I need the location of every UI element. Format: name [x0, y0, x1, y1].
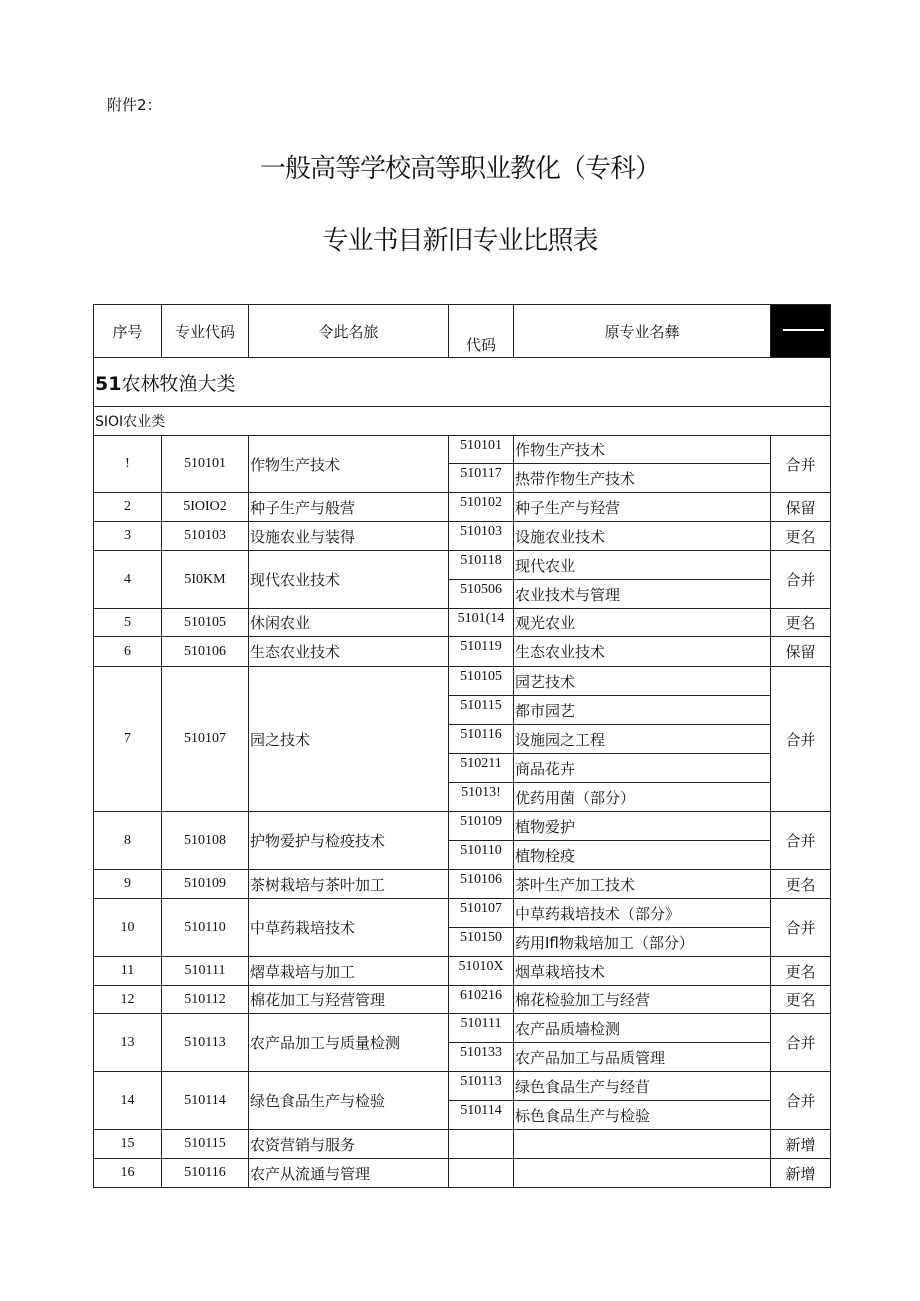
- row-seq: 14: [94, 1072, 162, 1130]
- row-new-name: 茶树栽培与茶叶加工: [249, 870, 449, 899]
- row-old-name: 现代农业: [514, 551, 771, 580]
- row-old-code: 510105: [449, 667, 514, 696]
- document-subtitle: 专业书目新旧专业比照表: [322, 226, 598, 256]
- row-new-code: 510108: [162, 812, 249, 870]
- row-seq: !: [94, 436, 162, 493]
- table-row: [94, 522, 831, 551]
- row-new-code: 510111: [162, 957, 249, 986]
- row-status: 新增: [771, 1130, 831, 1159]
- row-status: 更名: [771, 957, 831, 986]
- table-row: [94, 812, 831, 841]
- table-row: [94, 1014, 831, 1043]
- row-old-code: 510119: [449, 637, 514, 667]
- row-old-code: 51010X: [449, 957, 514, 986]
- row-status: 更名: [771, 522, 831, 551]
- row-old-code: 610216: [449, 986, 514, 1014]
- row-old-name: [514, 1130, 771, 1159]
- row-status: 合并: [771, 812, 831, 870]
- row-new-code: 510115: [162, 1130, 249, 1159]
- row-seq: 6: [94, 637, 162, 667]
- table-row: [94, 899, 831, 928]
- row-new-name: 护物爱护与检疫技术: [249, 812, 449, 870]
- row-status: 保留: [771, 493, 831, 522]
- row-new-code: 510101: [162, 436, 249, 493]
- row-new-name: 中草药栽培技术: [249, 899, 449, 957]
- subcategory-row: [94, 407, 831, 436]
- row-seq: 11: [94, 957, 162, 986]
- row-old-name: 烟草栽培技术: [514, 957, 771, 986]
- row-status: 合并: [771, 1014, 831, 1072]
- row-seq: 3: [94, 522, 162, 551]
- row-old-code: 510118: [449, 551, 514, 580]
- row-old-name: 植物栓疫: [514, 841, 771, 870]
- table-row: [94, 870, 831, 899]
- table-row: [94, 493, 831, 522]
- row-old-name: 绿色食品生产与经苜: [514, 1072, 771, 1101]
- row-seq: 10: [94, 899, 162, 957]
- row-old-code: 510506: [449, 580, 514, 609]
- attachment-label: 附件2：: [107, 96, 162, 114]
- row-old-code: 510101: [449, 436, 514, 464]
- row-status: 更名: [771, 609, 831, 637]
- row-new-name: 熠草栽培与加工: [249, 957, 449, 986]
- row-old-name: 标色食品生产与检验: [514, 1101, 771, 1130]
- row-seq: 4: [94, 551, 162, 609]
- row-old-name: 作物生产技术: [514, 436, 771, 464]
- row-seq: 8: [94, 812, 162, 870]
- row-old-code: 510110: [449, 841, 514, 870]
- table-row: [94, 637, 831, 667]
- header-old-name: 原专业名彝: [514, 305, 771, 358]
- header-new-code: 专业代码: [162, 305, 249, 358]
- row-seq: 2: [94, 493, 162, 522]
- row-old-name: 中草药栽培技术（部分》: [514, 899, 771, 928]
- category-name: 农林牧渔大类: [121, 372, 236, 395]
- row-new-name: 农产从流通与管理: [249, 1159, 449, 1188]
- row-old-name: 热带作物生产技术: [514, 464, 771, 493]
- row-new-name: 休闲农业: [249, 609, 449, 637]
- table-row: [94, 957, 831, 986]
- row-old-code: 510107: [449, 899, 514, 928]
- row-status: 新增: [771, 1159, 831, 1188]
- row-new-name: 农资营销与服务: [249, 1130, 449, 1159]
- row-new-code: 510112: [162, 986, 249, 1014]
- row-old-name: 药用Ifl物栽培加工（部分）: [514, 928, 771, 957]
- row-old-name: [514, 1159, 771, 1188]
- row-old-code: 510115: [449, 696, 514, 725]
- row-old-name: 园艺技术: [514, 667, 771, 696]
- row-new-code: 510106: [162, 637, 249, 667]
- row-old-code: 510111: [449, 1014, 514, 1043]
- table-row: [94, 551, 831, 580]
- row-new-code: 510116: [162, 1159, 249, 1188]
- row-old-code: 510114: [449, 1101, 514, 1130]
- row-seq: 7: [94, 667, 162, 812]
- row-seq: 15: [94, 1130, 162, 1159]
- row-seq: 5: [94, 609, 162, 637]
- row-old-name: 茶叶生产加工技术: [514, 870, 771, 899]
- category-code: 51: [95, 372, 122, 395]
- row-old-code: 510133: [449, 1043, 514, 1072]
- row-new-code: 510110: [162, 899, 249, 957]
- row-old-name: 种子生产与羟营: [514, 493, 771, 522]
- row-status: 更名: [771, 986, 831, 1014]
- row-old-name: 生态农业技术: [514, 637, 771, 667]
- row-new-name: 绿色食品生产与检验: [249, 1072, 449, 1130]
- row-status: 合并: [771, 899, 831, 957]
- row-old-code: 510109: [449, 812, 514, 841]
- document-title: 一般高等学校高等职业教化（专科）: [259, 154, 660, 184]
- row-status: 保留: [771, 637, 831, 667]
- row-seq: 16: [94, 1159, 162, 1188]
- row-new-code: 510103: [162, 522, 249, 551]
- row-old-name: 观光农业: [514, 609, 771, 637]
- row-old-code: 510102: [449, 493, 514, 522]
- row-new-name: 种子生产与般营: [249, 493, 449, 522]
- table-row: [94, 1130, 831, 1159]
- row-new-code: 510113: [162, 1014, 249, 1072]
- table-row: [94, 609, 831, 637]
- row-new-name: 设施农业与装得: [249, 522, 449, 551]
- row-new-name: 生态农业技术: [249, 637, 449, 667]
- table-row: [94, 986, 831, 1014]
- row-old-name: 设施园之工程: [514, 725, 771, 754]
- row-old-name: 设施农业技术: [514, 522, 771, 551]
- row-new-name: 农产品加工与质量检测: [249, 1014, 449, 1072]
- row-new-name: 棉花加工与羟营管理: [249, 986, 449, 1014]
- row-old-name: 农产品加工与品质管理: [514, 1043, 771, 1072]
- row-old-code: 510113: [449, 1072, 514, 1101]
- row-status: 合并: [771, 551, 831, 609]
- row-old-name: 优药用菌（部分）: [514, 783, 771, 812]
- header-row: [94, 305, 831, 358]
- header-new-name: 令此名旅: [249, 305, 449, 358]
- row-old-code: [449, 1130, 514, 1159]
- row-old-name: 植物爱护: [514, 812, 771, 841]
- row-old-code: 510103: [449, 522, 514, 551]
- table-row: [94, 436, 831, 464]
- header-status-cell: [771, 305, 831, 358]
- table-row: [94, 1159, 831, 1188]
- row-old-code: 510106: [449, 870, 514, 899]
- row-status: 更名: [771, 870, 831, 899]
- row-new-name: 现代农业技术: [249, 551, 449, 609]
- row-new-name: 园之技术: [249, 667, 449, 812]
- category-label: [94, 358, 831, 407]
- row-new-code: 510107: [162, 667, 249, 812]
- table-row: [94, 1072, 831, 1101]
- table-row: [94, 667, 831, 696]
- row-old-name: 商品花卉: [514, 754, 771, 783]
- subcategory-label: SIOI农业类: [94, 407, 831, 436]
- row-new-name: 作物生产技术: [249, 436, 449, 493]
- row-old-code: 510116: [449, 725, 514, 754]
- row-old-code: 510211: [449, 754, 514, 783]
- row-old-code: 510150: [449, 928, 514, 957]
- row-seq: 12: [94, 986, 162, 1014]
- header-seq: 序号: [94, 305, 162, 358]
- row-old-name: 农产品质墙检测: [514, 1014, 771, 1043]
- header-old-code: 代码: [449, 305, 514, 358]
- row-status: 合并: [771, 667, 831, 812]
- row-status: 合并: [771, 1072, 831, 1130]
- row-new-code: 5IOIO2: [162, 493, 249, 522]
- row-old-name: 棉花检验加工与经营: [514, 986, 771, 1014]
- row-old-name: 都市园艺: [514, 696, 771, 725]
- row-new-code: 510105: [162, 609, 249, 637]
- major-comparison-table: [93, 304, 831, 1188]
- row-old-code: 5101(14: [449, 609, 514, 637]
- row-status: 合并: [771, 436, 831, 493]
- row-seq: 9: [94, 870, 162, 899]
- row-new-code: 510109: [162, 870, 249, 899]
- row-seq: 13: [94, 1014, 162, 1072]
- row-old-code: 510117: [449, 464, 514, 493]
- row-new-code: 510114: [162, 1072, 249, 1130]
- row-new-code: 5I0KM: [162, 551, 249, 609]
- row-old-name: 农业技术与管理: [514, 580, 771, 609]
- row-old-code: [449, 1159, 514, 1188]
- row-old-code: 51013!: [449, 783, 514, 812]
- category-row: [94, 358, 831, 407]
